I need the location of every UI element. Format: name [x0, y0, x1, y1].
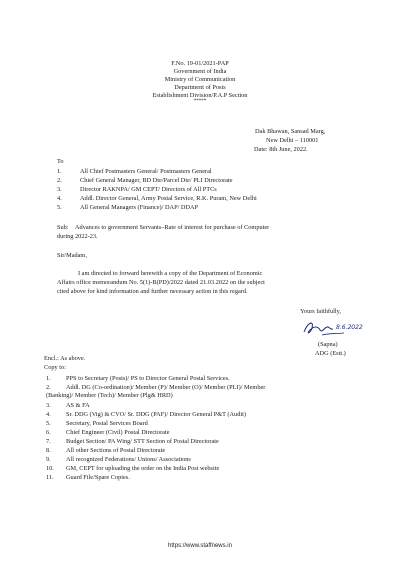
item-number: 4. — [57, 195, 62, 202]
copy-item-number: 7. — [46, 438, 51, 445]
header-ministry: Ministry of Communication — [164, 76, 236, 83]
copy-to-label: Copy to: — [44, 364, 66, 371]
list-item-text: All Chief Postmasters General/ Postmasters General — [80, 168, 212, 175]
item-number: 1. — [57, 168, 62, 175]
address-line1: Dak Bhawan, Sansad Marg, — [255, 128, 326, 135]
item-number: 2. — [57, 177, 62, 184]
header-section: Establishment Division/P.A.P Section — [152, 92, 248, 99]
to-label: To — [57, 158, 64, 165]
header-government: Government of India — [173, 68, 227, 75]
list-item-text: All General Managers (Finance)/ DAP/ DDAP — [80, 204, 199, 211]
copy-item-number: 1. — [46, 375, 51, 382]
list-item-text: Director RAKNPA/ GM CEPT/ Directors of All PTCs — [80, 186, 217, 193]
salutation: Sir/Madam, — [57, 252, 87, 259]
copy-item-number: 2. — [46, 384, 51, 391]
list-item-text: Chief General Manager, BD Dte/Parcel Dte/ PLI Directorate — [80, 177, 233, 184]
signatory-designation: ADG (Estt.) — [315, 350, 346, 357]
copy-item-number: 4. — [46, 411, 51, 418]
subject-line1: Advances to government Servants–Rate of interest for purchase of Computer — [75, 224, 270, 231]
copy-item-text: Sr. DDG (Vig) & CVO/ Sr. DDG (PAF)/ Director General P&T (Audit) — [66, 411, 246, 418]
list-item — [57, 177, 62, 185]
copy-item-number: 5. — [46, 420, 51, 427]
copy-item-number: 11. — [46, 474, 54, 481]
letter-date: Date: 8th June, 2022. — [254, 146, 308, 153]
handwritten-signature — [300, 318, 372, 340]
copy-item-text: Budget Section/ PA Wing/ STT Section of Postal Directorate — [66, 438, 219, 445]
body-line3: cited above for kind information and further necessary action in this regard. — [57, 288, 248, 295]
copy-item-text: GM, CEPT for uploading the order on the India Post website — [66, 465, 220, 472]
copy-item-text: Addl. DG (Co-ordination)/ Member (P)/ Member (O)/ Member (PLI)/ Member — [66, 384, 266, 391]
copy-item-continuation: (Banking)/ Member (Tech)/ Member (Plg& HRD) — [46, 392, 173, 399]
header-stars: ***** — [193, 99, 207, 104]
copy-item-text: Secretary, Postal Services Board — [66, 420, 148, 427]
list-item — [57, 168, 62, 176]
list-item — [57, 195, 62, 203]
copy-item-number: 9. — [46, 456, 51, 463]
subject-label: Sub: — [57, 224, 69, 231]
address-line2: New Delhi – 110001 — [266, 137, 319, 144]
copy-item-number: 3. — [46, 402, 51, 409]
copy-item-text: PPS to Secretary (Posts)/ PS to Director General Postal Services. — [66, 375, 230, 382]
list-item — [57, 204, 62, 212]
copy-item-number: 6. — [46, 429, 51, 436]
copy-item-number: 10. — [46, 465, 54, 472]
copy-item-text: All other Sections of Postal Directorate — [66, 447, 166, 454]
copy-item-text: AS & FA — [66, 402, 90, 409]
item-number: 5. — [57, 204, 62, 211]
signature-date: 8.6.2022 — [336, 324, 363, 331]
copy-item-text: Chief Engineer (Civil) Postal Directorate — [66, 429, 170, 436]
enclosure-note: Encl.: As above. — [44, 355, 86, 362]
list-item-text: Addl. Director General, Army Postal Service, R.K. Puram, New Delhi — [80, 195, 257, 202]
item-number: 3. — [57, 186, 62, 193]
body-line1: I am directed to forward herewith a copy of the Department of Economic — [78, 270, 263, 277]
copy-item-number: 8. — [46, 447, 51, 454]
closing: Yours faithfully, — [300, 308, 341, 315]
list-item — [57, 186, 62, 194]
copy-item-text: Guard File/Spare Copies. — [66, 474, 130, 481]
body-line2: Affairs office memorandum No. 5(1)-B(PD)/2022 dated 21.03.2022 on the subject — [57, 279, 265, 286]
signatory-name: (Sapna) — [318, 341, 338, 348]
header-department: Department of Posts — [174, 84, 226, 91]
footer-url: https://www.staffnews.in — [168, 543, 232, 549]
file-number: F.No. 19-01/2021-PAP — [171, 60, 229, 67]
subject-line2: during 2022-23. — [57, 233, 98, 240]
copy-item-text: All recognized Federations/ Unions/ Associations — [66, 456, 191, 463]
